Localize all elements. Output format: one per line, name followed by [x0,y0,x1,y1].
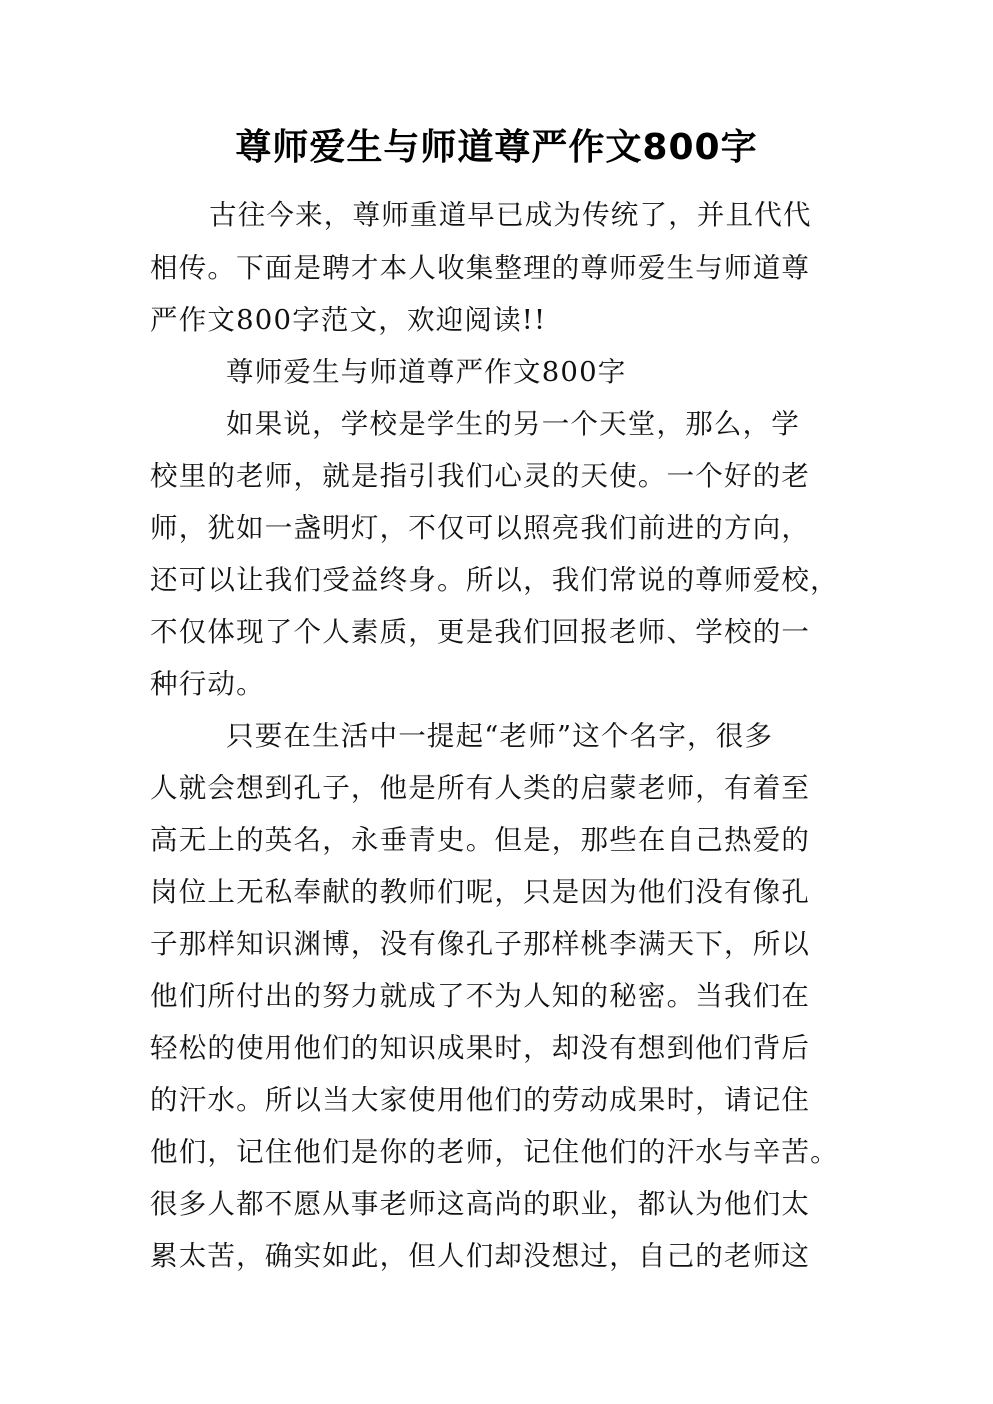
paragraph-2-line: 累太苦，确实如此，但人们却没想过，自己的老师这 [150,1240,811,1272]
paragraph-2-line: 人就会想到孔子，他是所有人类的启蒙老师，有着至 [150,772,811,804]
paragraph-2-line: 高无上的英名，永垂青史。但是，那些在自己热爱的 [150,824,811,856]
paragraph-2-line: 很多人都不愿从事老师这高尚的职业，都认为他们太 [150,1188,811,1220]
paragraph-2-line: 子那样知识渊博，没有像孔子那样桃李满天下，所以 [150,928,811,960]
essay-subtitle: 尊师爱生与师道尊严作文800字 [226,356,627,388]
paragraph-2-line: 只要在生活中一提起“老师”这个名字，很多 [226,720,774,752]
intro-line: 严作文800字范文，欢迎阅读!! [150,304,547,336]
paragraph-1-line: 如果说，学校是学生的另一个天堂，那么，学 [226,408,800,440]
paragraph-2-line: 他们所付出的努力就成了不为人知的秘密。当我们在 [150,980,811,1012]
paragraph-1-line: 校里的老师，就是指引我们心灵的天使。一个好的老 [150,460,811,492]
paragraph-1-line: 不仅体现了个人素质，更是我们回报老师、学校的一 [150,616,811,648]
paragraph-2-line: 轻松的使用他们的知识成果时，却没有想到他们背后 [150,1032,811,1064]
paragraph-1-line: 师，犹如一盏明灯，不仅可以照亮我们前进的方向， [150,512,811,544]
paragraph-1-line: 种行动。 [150,668,265,700]
paragraph-2-line: 岗位上无私奉献的教师们呢，只是因为他们没有像孔 [150,876,811,908]
paragraph-2-line: 他们，记住他们是你的老师，记住他们的汗水与辛苦。 [150,1136,839,1168]
intro-line: 古往今来，尊师重道早已成为传统了，并且代代 [209,199,812,231]
paragraph-1-line: 还可以让我们受益终身。所以，我们常说的尊师爱校， [150,564,839,596]
document-title: 尊师爱生与师道尊严作文800字 [235,127,758,168]
intro-line: 相传。下面是聘才本人收集整理的尊师爱生与师道尊 [150,252,811,284]
paragraph-2-line: 的汗水。所以当大家使用他们的劳动成果时，请记住 [150,1084,811,1116]
